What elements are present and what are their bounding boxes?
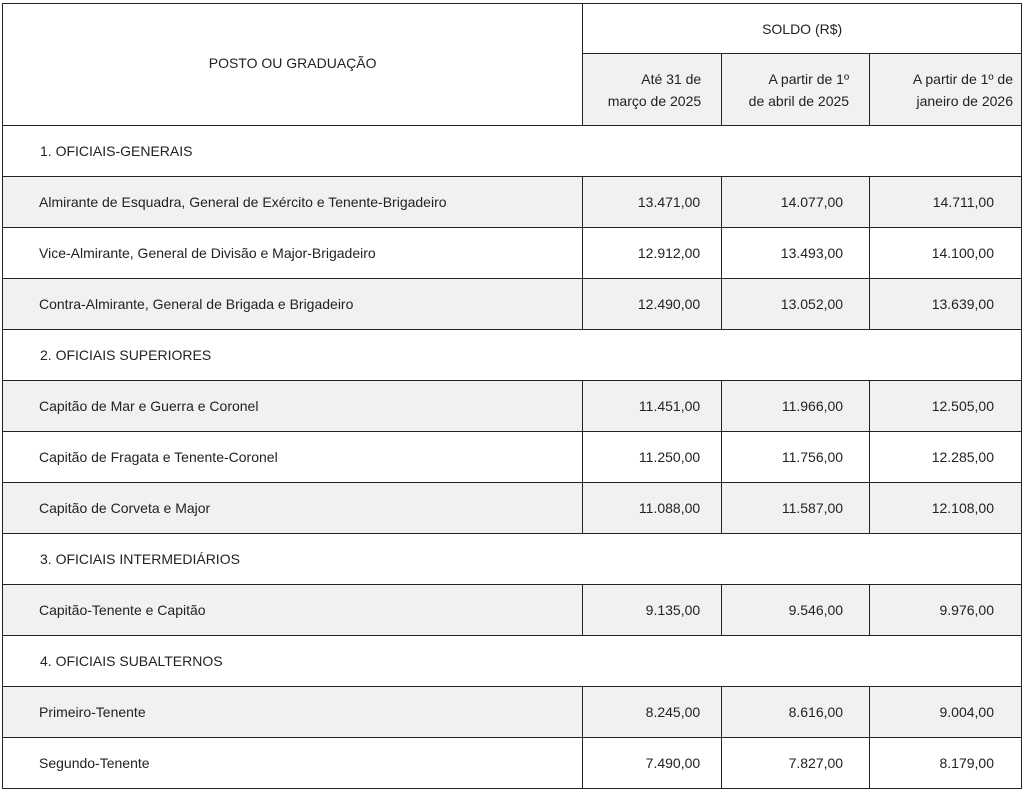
col3-header-line1: A partir de 1º de	[912, 70, 1013, 87]
col2-header-line2: de abril de 2025	[748, 92, 850, 109]
posto-header: POSTO OU GRADUAÇÃO	[3, 4, 583, 126]
table-row	[3, 279, 1022, 330]
table-row	[3, 432, 1022, 483]
section-title: 3. OFICIAIS INTERMEDIÁRIOS	[3, 534, 1022, 585]
value-col3: 12.505,00	[870, 381, 1022, 432]
value-col2: 7.827,00	[722, 738, 870, 789]
value-col3: 14.100,00	[870, 228, 1022, 279]
col3-header-line2: janeiro de 2026	[916, 92, 1013, 109]
section-row	[3, 534, 1022, 585]
soldo-table	[2, 3, 1022, 789]
section-row	[3, 330, 1022, 381]
table-row	[3, 738, 1022, 789]
value-col1: 9.135,00	[583, 585, 722, 636]
table-row	[3, 687, 1022, 738]
rank-name: Primeiro-Tenente	[3, 687, 583, 738]
value-col2: 8.616,00	[722, 687, 870, 738]
col2-header	[722, 54, 870, 126]
col2-header-line1: A partir de 1º	[768, 70, 850, 87]
value-col3: 13.639,00	[870, 279, 1022, 330]
table-row	[3, 177, 1022, 228]
value-col1: 12.490,00	[583, 279, 722, 330]
soldo-header: SOLDO (R$)	[583, 4, 1022, 54]
value-col2: 13.493,00	[722, 228, 870, 279]
rank-name: Capitão-Tenente e Capitão	[3, 585, 583, 636]
section-title: 4. OFICIAIS SUBALTERNOS	[3, 636, 1022, 687]
section-title: 2. OFICIAIS SUPERIORES	[3, 330, 1022, 381]
col1-header	[583, 54, 722, 126]
section-title: 1. OFICIAIS-GENERAIS	[3, 126, 1022, 177]
value-col1: 11.451,00	[583, 381, 722, 432]
value-col2: 14.077,00	[722, 177, 870, 228]
value-col2: 11.587,00	[722, 483, 870, 534]
value-col1: 13.471,00	[583, 177, 722, 228]
table-row	[3, 585, 1022, 636]
value-col1: 11.088,00	[583, 483, 722, 534]
value-col3: 12.108,00	[870, 483, 1022, 534]
table-row	[3, 483, 1022, 534]
value-col3: 9.976,00	[870, 585, 1022, 636]
table-row	[3, 228, 1022, 279]
value-col1: 11.250,00	[583, 432, 722, 483]
col3-header	[870, 54, 1022, 126]
value-col2: 11.756,00	[722, 432, 870, 483]
rank-name: Capitão de Fragata e Tenente-Coronel	[3, 432, 583, 483]
col1-header-line1: Até 31 de	[641, 70, 702, 87]
table-row	[3, 381, 1022, 432]
value-col3: 9.004,00	[870, 687, 1022, 738]
value-col2: 13.052,00	[722, 279, 870, 330]
value-col1: 8.245,00	[583, 687, 722, 738]
rank-name: Contra-Almirante, General de Brigada e Brigadeiro	[3, 279, 583, 330]
col1-header-line2: março de 2025	[607, 92, 702, 109]
rank-name: Capitão de Mar e Guerra e Coronel	[3, 381, 583, 432]
value-col1: 12.912,00	[583, 228, 722, 279]
rank-name: Vice-Almirante, General de Divisão e Major-Brigadeiro	[3, 228, 583, 279]
value-col3: 12.285,00	[870, 432, 1022, 483]
section-row	[3, 636, 1022, 687]
rank-name: Segundo-Tenente	[3, 738, 583, 789]
section-row	[3, 126, 1022, 177]
value-col2: 9.546,00	[722, 585, 870, 636]
value-col3: 8.179,00	[870, 738, 1022, 789]
value-col2: 11.966,00	[722, 381, 870, 432]
value-col3: 14.711,00	[870, 177, 1022, 228]
rank-name: Almirante de Esquadra, General de Exército e Tenente-Brigadeiro	[3, 177, 583, 228]
value-col1: 7.490,00	[583, 738, 722, 789]
rank-name: Capitão de Corveta e Major	[3, 483, 583, 534]
header-row	[3, 4, 1022, 54]
